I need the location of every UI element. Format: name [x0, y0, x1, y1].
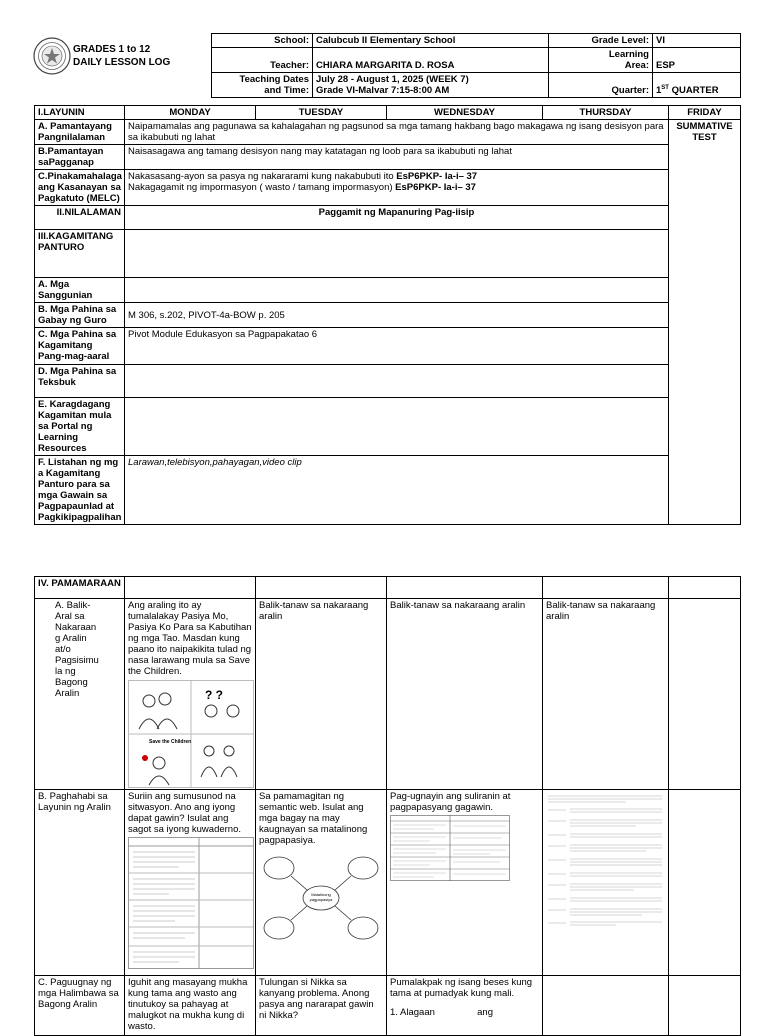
row-label-teksbuk: D. Mga Pahina sa Teksbuk: [35, 365, 125, 398]
situation-worksheet-image: [128, 837, 254, 969]
save-the-children-image: [128, 680, 254, 788]
row-label-listahan-kagamitan: F. Listahan ng mg a Kagamitang Panturo para sa mga Gawain sa Pagpapaunlad at Pagkikipagpalihan: [35, 456, 125, 525]
header-info-table: [211, 33, 741, 98]
row-label-kagamitang-panturo: III.KAGAMITANG PANTURO: [35, 230, 125, 278]
semantic-web-diagram: [259, 850, 383, 946]
teacher-label: Teacher:: [212, 48, 313, 73]
kagamitang-pang-mag-aaral-text: Pivot Module Edukasyon sa Pagpapakatao 6: [125, 328, 669, 365]
row-label-pamantayan-sa-pagganap: B.Pamantayan saPagganap: [35, 145, 125, 170]
day-header-monday: MONDAY: [125, 106, 256, 120]
paghahabi-monday: Suriin ang sumusunod na sitwasyon. Ano ang iyong dapat gawin? Isulat ang sagot sa iyong kuwaderno.: [125, 790, 256, 976]
melc-text: Nakasasang-ayon sa pasya ng nakararami kung nakabubuti ito EsP6PKP- Ia-i– 37 Nakagagamit ng impormasyon ( wasto / tamang impormasyon) EsP6PKP- Ia-i– 37: [125, 170, 669, 206]
pamamaraan-header: IV. PAMAMARAAN: [35, 577, 125, 599]
gabay-ng-guro-text: M 306, s.202, PIVOT-4a-BOW p. 205: [125, 303, 669, 328]
quarter-value: 1ST QUARTER: [653, 73, 741, 98]
grade-level-value: VI: [653, 34, 741, 48]
day-header-wednesday: WEDNESDAY: [387, 106, 543, 120]
svg-text:? ?: ? ?: [205, 688, 223, 702]
row-label-pamantayang-pangnilalaman: A. Pamantayang Pangnilalaman: [35, 120, 125, 145]
learning-area-value: ESP: [653, 48, 741, 73]
true-false-worksheet-image: [546, 793, 664, 929]
grades-title: GRADES 1 to 12: [73, 44, 151, 55]
row-label-balik-aral: A. Balik-Aral sa Nakaraan g Aralin at/o Pagsisimu la ng Bagong Aralin: [35, 599, 125, 790]
row-label-sanggunian: A. Mga Sanggunian: [35, 278, 125, 303]
school-label: School:: [212, 34, 313, 48]
pag-uugnay-tuesday: Tulungan si Nikka sa kanyang problema. Anong pasya ang nararapat gawin ni Nikka?: [256, 976, 387, 1036]
row-label-melc: C.Pinakamahalaga ang Kasanayan sa Pagkatuto (MELC): [35, 170, 125, 206]
listahan-kagamitan-text: Larawan,telebisyon,pahayagan,video clip: [125, 456, 669, 525]
pamantayan-sa-pagganap-text: Naisasagawa ang tamang desisyon nang may katatagan ng loob para sa ikabubuti ng lahat: [125, 145, 669, 170]
learning-area-label: Learning Area:: [549, 48, 653, 73]
row-label-gabay-ng-guro: B. Mga Pahina sa Gabay ng Guro: [35, 303, 125, 328]
objectives-table: [34, 105, 741, 525]
pag-uugnay-wednesday: Pumalakpak ng isang beses kung tama at pumadyak kung mali. 1. Alagaan ang: [387, 976, 543, 1036]
paghahabi-thursday: [543, 790, 669, 976]
day-header-thursday: THURSDAY: [543, 106, 669, 120]
matching-table-image: [390, 815, 510, 881]
day-header-friday: FRIDAY: [669, 106, 741, 120]
pag-uugnay-monday: Iguhit ang masayang mukha kung tama ang wasto ang tinutukoy sa pahayag at malugkot na mukha kung di wasto.: [125, 976, 256, 1036]
row-label-paghahabi: B. Paghahabi sa Layunin ng Aralin: [35, 790, 125, 976]
day-header-tuesday: TUESDAY: [256, 106, 387, 120]
paghahabi-wednesday: Pag-ugnayin ang suliranin at pagpapasyang gagawin.: [387, 790, 543, 976]
friday-summative-test: SUMMATIVE TEST: [669, 120, 741, 525]
pamantayang-pangnilalaman-text: Naipamamalas ang pagunawa sa kahalagahan ng pagsunod sa mga tamang hakbang bago makagawa ng isang desisyon para sa ikabubuti ng lahat: [125, 120, 669, 145]
grade-level-label: Grade Level:: [549, 34, 653, 48]
deped-seal: [33, 37, 71, 75]
procedure-table: [34, 576, 741, 1036]
balik-aral-tuesday: Balik-tanaw sa nakaraang aralin: [256, 599, 387, 790]
teaching-dates-value: July 28 - August 1, 2025 (WEEK 7) Grade VI-Malvar 7:15-8:00 AM: [313, 73, 549, 98]
save-the-children-logo-text: Save the Children: [149, 739, 192, 745]
balik-aral-monday: Ang araling ito ay tumalalakay Pasiya Mo, Pasiya Ko Para sa Kabutihan ng mga Tao. Masdan kung paano ito naipakikita tulad ng nasa larawang mula sa Save the Children. ? ? Save the Children: [125, 599, 256, 790]
balik-aral-thursday: Balik-tanaw sa nakaraang aralin: [543, 599, 669, 790]
paghahabi-tuesday: Sa pamamagitan ng semantic web. Isulat ang mga bagay na may kaugnayan sa matalinong pagpapasiya. Matalinong pagpapasiya: [256, 790, 387, 976]
row-label-pag-uugnay: C. Paguugnay ng mga Halimbawa sa Bagong Aralin: [35, 976, 125, 1036]
semantic-web-center-label: Matalinong pagpapasiya: [309, 892, 333, 902]
teaching-dates-label: Teaching Dates and Time:: [212, 73, 313, 98]
school-value: Calubcub II Elementary School: [313, 34, 549, 48]
teacher-value: CHIARA MARGARITA D. ROSA: [313, 48, 549, 73]
quarter-label: Quarter:: [549, 73, 653, 98]
row-label-kagamitang-pang-mag-aaral: C. Mga Pahina sa Kagamitang Pang-mag-aaral: [35, 328, 125, 365]
balik-aral-wednesday: Balik-tanaw sa nakaraang aralin: [387, 599, 543, 790]
nilalaman-text: Paggamit ng Mapanuring Pag-iisip: [125, 206, 669, 230]
row-label-nilalaman: II.NILALAMAN: [35, 206, 125, 230]
daily-lesson-log-title: DAILY LESSON LOG: [73, 57, 171, 68]
row-label-portal-learning-resources: E. Karagdagang Kagamitan mula sa Portal ng Learning Resources: [35, 398, 125, 456]
layunin-header: I.LAYUNIN: [35, 106, 125, 120]
